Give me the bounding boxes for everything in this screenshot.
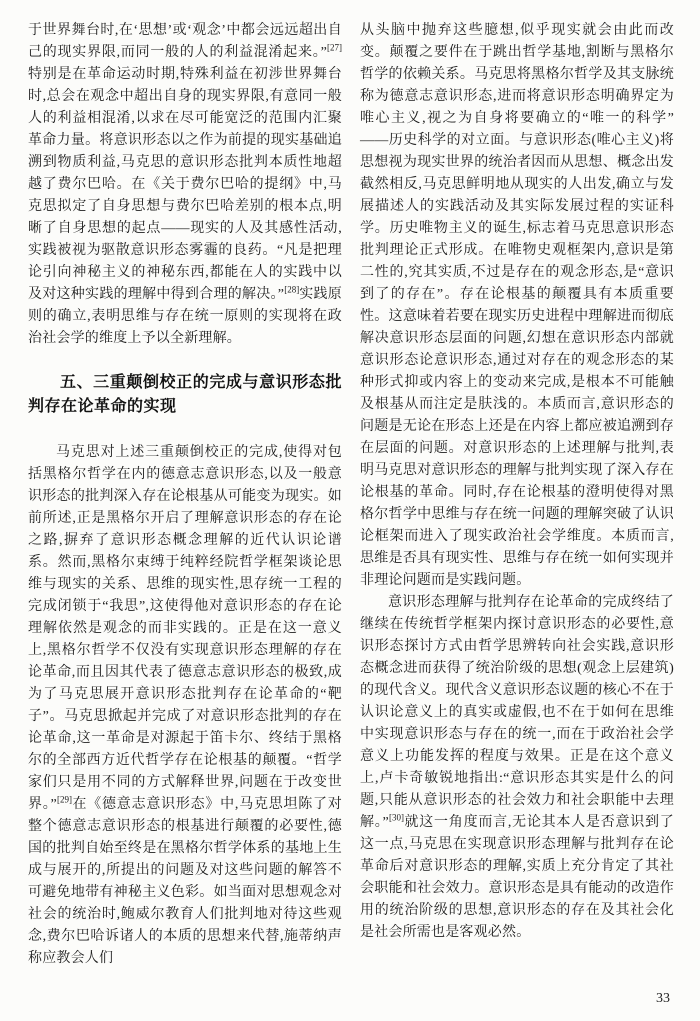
paragraph-continuation bbox=[28, 20, 342, 350]
text-run: 马克思对上述三重颠倒校正的完成,使得对包括黑格尔哲学在内的德意志意识形态,以及一般意识形态的批判深入存在论根基从可能变为现实。如前所述,正是黑格尔开启了理解意识形态的存在论之路,摒弃了意识形态概念理解的近代认识论谱系。然而,黑格尔束缚于纯粹经院哲学框架谈论思维与现实的关系、思维的现实性,思存统一工程的完成闭锁于“我思”,这使得他对意识形态的存在论理解依然是观念的而非实践的。正是在这一意义上,黑格尔哲学不仅没有实现意识形态理解的存在论革命,而且因其代表了德意志意识形态的极致,成为了马克思展开意识形态批判存在论革命的“靶子”。马克思掀起并完成了对意识形态批判的存在论革命,这一革命是对源起于笛卡尔、终结于黑格尔的全部西方近代哲学存在论根基的颠覆。“哲学家们只是用不同的方式解释世界,问题在于改变世界。” bbox=[28, 445, 342, 812]
text-run: 实践原则的确立,表明思维与存在统一原则的实现将在政治社会学的维度上予以全新理解。 bbox=[28, 287, 342, 346]
paragraph bbox=[28, 442, 342, 970]
text-run: 意识形态理解与批判存在论革命的完成终结了继续在传统哲学框架内探讨意识形态的必要性,意识形态探讨方式由哲学思辨转向社会实践,意识形态概念进而获得了统治阶级的思想(观念上层建筑)的现代含义。现代含义意识形态议题的核心不在于认识论意义上的真实或虚假,也不在于如何在思维中实现意识形态与存在的统一,而在于政治社会学意义上功能发挥的程度与效果。正是在这个意义上,卢卡奇敏锐地指出:“意识形态其实是什么的问题,只能从意识形态的社会效力和社会职能中去理解。” bbox=[360, 595, 674, 830]
text-run: 在《德意志意识形态》中,马克思坦陈了对整个德意志意识形态的根基进行颠覆的必要性,德国的批判自始至终是在黑格尔哲学体系的基地上生成与展开的,所提出的问题及对这些问题的解答不可避免地带有神秘主义色彩。如当面对思想观念对社会的统治时,鲍威尔教育人们批判地对待这些观念,费尔巴哈诉诸人的本质的思想来代替,施蒂纳声称应教会人们 bbox=[28, 797, 342, 966]
citation-ref: [29] bbox=[56, 794, 72, 805]
text-run: 特别是在革命运动时期,特殊利益在初涉世界舞台时,总会在观念中超出自身的现实界限,有意同一般人的利益相混淆,以求在尽可能宽泛的范围内汇聚革命力量。将意识形态以之作为前提的现实基础追溯到物质利益,马克思的意识形态批判本质性地超越了费尔巴哈。在《关于费尔巴哈的提纲》中,马克思拟定了自身思想与费尔巴哈差别的根本点,明晰了自身思想的起点——现实的人及其感性活动,实践被视为驱散意识形态雾霾的良药。“凡是把理论引向神秘主义的神秘东西,都能在人的实践中以及对这种实践的理解中得到合理的解决。” bbox=[28, 67, 342, 302]
text-run: 从头脑中抛弃这些臆想,似乎现实就会由此而改变。颠覆之要件在于跳出哲学基地,割断与黑格尔哲学的依赖关系。马克思将黑格尔哲学及其支脉统称为德意志意识形态,进而将意识形态明确界定为唯心主义,视之为自身将要确立的“唯一的科学”——历史科学的对立面。与意识形态(唯心主义)将思想视为现实世界的统治者因而从思想、概念出发截然相反,马克思鲜明地从现实的人出发,确立与发展描述人的实践活动及其实际发展过程的实证科学。历史唯物主义的诞生,标志着马克思意识形态批判理论正式形成。在唯物史观框架内,意识是第二性的,究其实质,不过是存在的观念形态,是“意识到了的存在”。存在论根基的颠覆具有本质重要性。这意味着若要在现实历史进程中理解进而彻底解决意识形态层面的问题,幻想在意识形态内部就意识形态论意识形态,通过对存在的观念形态的某种形式抑或内容上的变动来完成,是根本不可能触及根基从而注定是肤浅的。本质而言,意识形态的问题是无论在形态上还是在内容上都应被追溯到存在层面的问题。对意识形态的上述理解与批判,表明马克思对意识形态的理解与批判实现了深入存在论根基的革命。同时,存在论根基的澄明使得对黑格尔哲学中思维与存在统一问题的理解突破了认识论框架而进入了现实政治社会学维度。本质而言,思维是否具有现实性、思维与存在统一如何实现并非理论问题而是实践问题。 bbox=[360, 23, 674, 588]
text-run: 就这一角度而言,无论其本人是否意识到了这一点,马克思在实现意识形态理解与批判存在论革命后对意识形态的理解,实质上充分肯定了其社会职能和社会效力。意识形态是具有能动的改造作用的统治阶级的思想,意识形态的存在及其社会化是社会所需也是客观必然。 bbox=[360, 815, 674, 940]
citation-ref: [28] bbox=[284, 284, 300, 295]
paragraph-continuation bbox=[360, 20, 674, 592]
right-column bbox=[360, 20, 674, 970]
left-column bbox=[28, 20, 342, 970]
text-run: 于世界舞台时,在‘思想’或‘观念’中都会远远超出自己的现实界限,而同一般的人的利益混淆起来。” bbox=[28, 23, 342, 60]
citation-ref: [30] bbox=[388, 812, 404, 823]
citation-ref: [27] bbox=[327, 42, 342, 53]
section-heading: 五、三重颠倒校正的完成与意识形态批判存在论革命的实现 bbox=[28, 374, 342, 415]
page-number: 33 bbox=[656, 991, 670, 1006]
paragraph bbox=[360, 592, 674, 944]
